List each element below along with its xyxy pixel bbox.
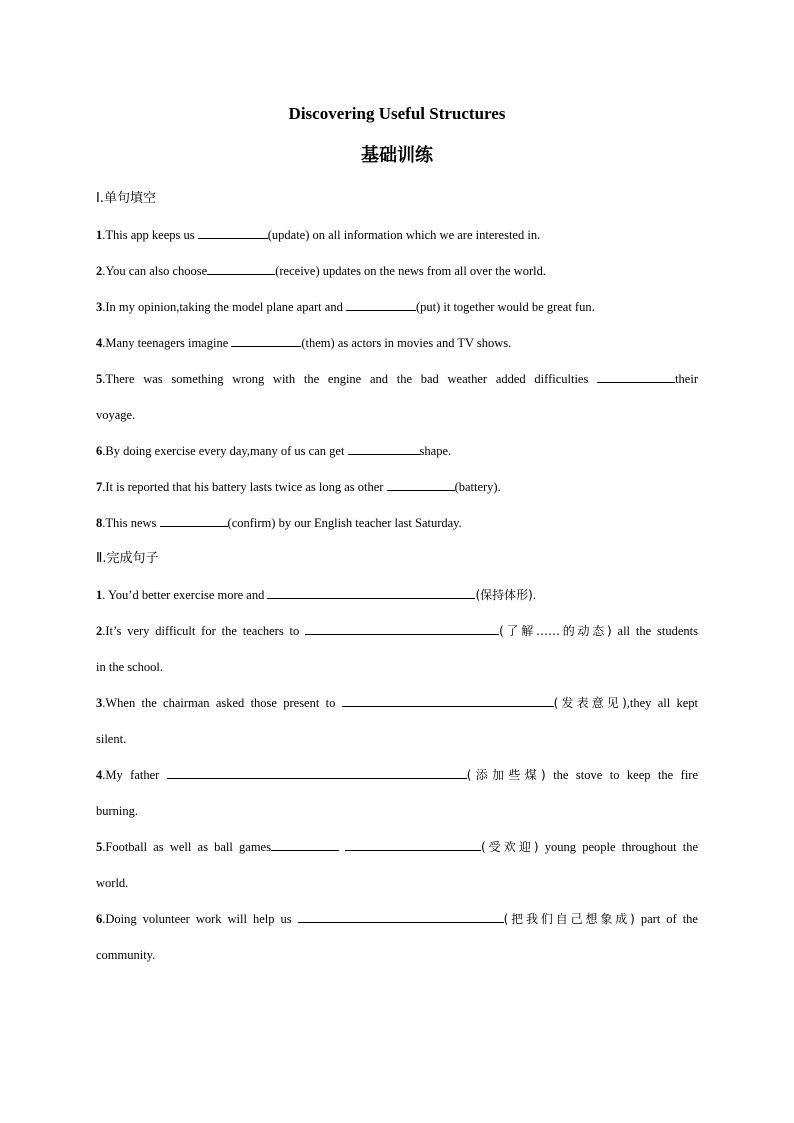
answer-blank[interactable] [267,586,475,599]
answer-blank[interactable] [271,838,339,851]
question-1-5-continued: voyage. [96,408,136,422]
answer-blank[interactable] [198,226,268,239]
answer-blank[interactable] [348,442,420,455]
answer-blank[interactable] [160,514,228,527]
question-1-8: 8.This news (confirm) by our English teacher last Saturday. [96,516,462,530]
question-2-5-continued: world. [96,876,129,890]
answer-blank[interactable] [298,910,504,923]
answer-blank[interactable] [207,262,275,275]
answer-blank[interactable] [305,622,499,635]
question-2-4-continued: burning. [96,804,139,818]
answer-blank[interactable] [167,766,467,779]
answer-blank[interactable] [342,694,554,707]
question-2-2-continued: in the school. [96,660,164,674]
question-2-6: 6.Doing volunteer work will help us (把我们自己想象成) part of the [96,912,698,926]
question-1-6: 6.By doing exercise every day,many of us can get shape. [96,444,452,458]
question-1-5: 5.There was something wrong with the engine and the bad weather added difficulties their [96,372,698,386]
section-heading-complete-sentences: Ⅱ.完成句子 [96,551,159,566]
question-1-7: 7.It is reported that his battery lasts twice as long as other (battery). [96,480,501,494]
question-1-3: 3.In my opinion,taking the model plane apart and (put) it together would be great fun. [96,300,595,314]
question-1-1: 1.This app keeps us (update) on all information which we are interested in. [96,228,541,242]
page-subtitle: 基础训练 [361,145,433,166]
section-heading-fill-blank: Ⅰ.单句填空 [96,191,156,206]
question-2-4: 4.My father (添加些煤) the stove to keep the fire [96,768,699,782]
answer-blank[interactable] [387,478,455,491]
question-2-5: 5.Football as well as ball games (受欢迎) young people throughout the [96,840,698,854]
question-1-2: 2.You can also choose (receive) updates on the news from all over the world. [96,264,546,278]
answer-blank[interactable] [597,370,675,383]
question-2-1: 1. You’d better exercise more and (保持体形). [96,588,536,602]
question-2-3-continued: silent. [96,732,127,746]
question-2-3: 3.When the chairman asked those present to (发表意见),they all kept [96,696,698,710]
question-2-2: 2.It’s very difficult for the teachers to (了解……的动态) all the students [96,624,698,638]
question-2-6-continued: community. [96,948,156,962]
question-1-4: 4.Many teenagers imagine (them) as actors in movies and TV shows. [96,336,512,350]
answer-blank[interactable] [346,298,416,311]
answer-blank[interactable] [345,838,481,851]
answer-blank[interactable] [231,334,301,347]
page-title: Discovering Useful Structures [288,104,506,123]
